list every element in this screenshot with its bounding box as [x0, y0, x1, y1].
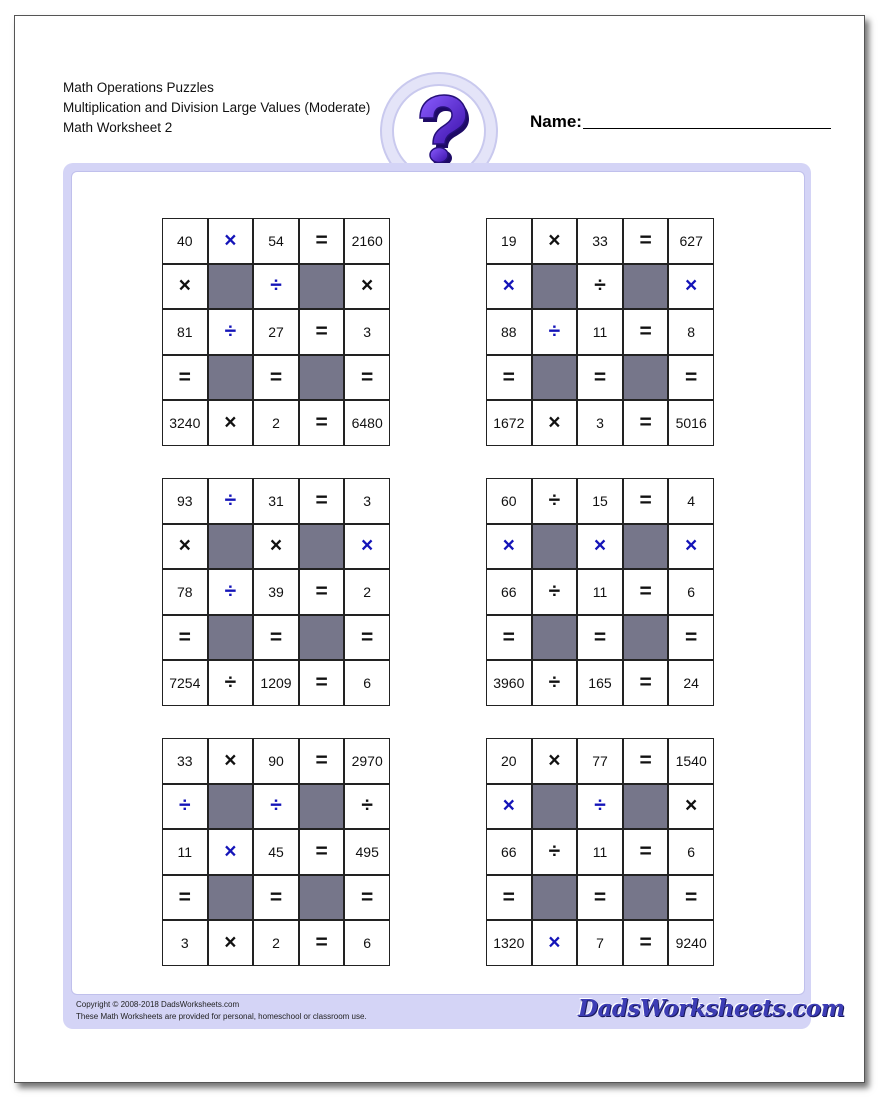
operator-cell: ÷	[344, 784, 390, 830]
operator-cell: ×	[668, 784, 714, 830]
shaded-cell	[208, 264, 254, 310]
operator-cell: ×	[486, 784, 532, 830]
operator-cell: =	[623, 309, 669, 355]
number-cell: 3	[344, 478, 390, 524]
operator-cell: =	[299, 920, 345, 966]
number-cell: 66	[486, 829, 532, 875]
shaded-cell	[299, 784, 345, 830]
operator-cell: ×	[208, 920, 254, 966]
operator-cell: ÷	[208, 569, 254, 615]
operator-cell: ×	[532, 400, 578, 446]
operator-cell: =	[299, 738, 345, 784]
number-cell: 3	[162, 920, 208, 966]
operator-cell: ÷	[253, 784, 299, 830]
operator-cell: ×	[344, 524, 390, 570]
operator-cell: ×	[162, 524, 208, 570]
operator-cell: ×	[532, 218, 578, 264]
shaded-cell	[623, 264, 669, 310]
number-cell: 2	[253, 400, 299, 446]
operator-cell: =	[344, 615, 390, 661]
worksheet-header	[63, 78, 370, 138]
usage-note: These Math Worksheets are provided for personal, homeschool or classroom use.	[76, 1012, 367, 1021]
operator-cell: ×	[668, 264, 714, 310]
operator-cell: =	[486, 875, 532, 921]
puzzle-grid-6	[486, 738, 714, 966]
number-cell: 54	[253, 218, 299, 264]
number-cell: 6	[344, 920, 390, 966]
number-cell: 31	[253, 478, 299, 524]
shaded-cell	[532, 524, 578, 570]
shaded-cell	[623, 355, 669, 401]
number-cell: 6	[344, 660, 390, 706]
shaded-cell	[208, 355, 254, 401]
shaded-cell	[208, 615, 254, 661]
site-logo: DadsWorksheets.com	[578, 995, 845, 1022]
operator-cell: ×	[208, 218, 254, 264]
number-cell: 24	[668, 660, 714, 706]
operator-cell: ×	[532, 738, 578, 784]
operator-cell: =	[623, 478, 669, 524]
number-cell: 2970	[344, 738, 390, 784]
operator-cell: ÷	[577, 264, 623, 310]
shaded-cell	[208, 875, 254, 921]
operator-cell: ×	[344, 264, 390, 310]
header-title: Math Operations Puzzles	[63, 80, 214, 95]
operator-cell: ×	[486, 524, 532, 570]
number-cell: 81	[162, 309, 208, 355]
number-cell: 6	[668, 569, 714, 615]
operator-cell: ÷	[532, 660, 578, 706]
operator-cell: =	[299, 309, 345, 355]
number-cell: 7	[577, 920, 623, 966]
number-cell: 60	[486, 478, 532, 524]
operator-cell: ×	[208, 829, 254, 875]
operator-cell: ÷	[208, 660, 254, 706]
operator-cell: =	[162, 355, 208, 401]
shaded-cell	[532, 264, 578, 310]
operator-cell: =	[253, 355, 299, 401]
operator-cell: =	[623, 569, 669, 615]
operator-cell: =	[253, 875, 299, 921]
operator-cell: ×	[253, 524, 299, 570]
operator-cell: ÷	[253, 264, 299, 310]
shaded-cell	[623, 784, 669, 830]
operator-cell: ÷	[208, 478, 254, 524]
number-cell: 78	[162, 569, 208, 615]
operator-cell: ÷	[532, 309, 578, 355]
number-cell: 3	[577, 400, 623, 446]
shaded-cell	[532, 355, 578, 401]
operator-cell: =	[486, 355, 532, 401]
puzzle-grid-4	[486, 478, 714, 706]
number-cell: 627	[668, 218, 714, 264]
header-worksheet-number: Math Worksheet 2	[63, 120, 173, 135]
operator-cell: ×	[208, 738, 254, 784]
operator-cell: ÷	[162, 784, 208, 830]
number-cell: 1672	[486, 400, 532, 446]
shaded-cell	[532, 784, 578, 830]
number-cell: 8	[668, 309, 714, 355]
shaded-cell	[299, 615, 345, 661]
operator-cell: =	[577, 875, 623, 921]
operator-cell: =	[299, 660, 345, 706]
operator-cell: ×	[486, 264, 532, 310]
operator-cell: =	[162, 615, 208, 661]
puzzle-grid-2	[486, 218, 714, 446]
number-cell: 19	[486, 218, 532, 264]
puzzle-grid-1	[162, 218, 390, 446]
operator-cell: =	[253, 615, 299, 661]
operator-cell: =	[299, 400, 345, 446]
operator-cell: =	[668, 355, 714, 401]
name-label: Name:	[530, 112, 582, 131]
number-cell: 3	[344, 309, 390, 355]
copyright-text: Copyright © 2008-2018 DadsWorksheets.com	[76, 1000, 240, 1009]
number-cell: 2160	[344, 218, 390, 264]
number-cell: 1209	[253, 660, 299, 706]
shaded-cell	[208, 784, 254, 830]
number-cell: 90	[253, 738, 299, 784]
shaded-cell	[208, 524, 254, 570]
operator-cell: ×	[668, 524, 714, 570]
number-cell: 2	[344, 569, 390, 615]
number-cell: 93	[162, 478, 208, 524]
number-cell: 6480	[344, 400, 390, 446]
operator-cell: ÷	[532, 478, 578, 524]
shaded-cell	[532, 875, 578, 921]
operator-cell: =	[299, 478, 345, 524]
operator-cell: =	[162, 875, 208, 921]
shaded-cell	[623, 875, 669, 921]
number-cell: 9240	[668, 920, 714, 966]
operator-cell: =	[623, 400, 669, 446]
operator-cell: =	[486, 615, 532, 661]
operator-cell: ÷	[577, 784, 623, 830]
operator-cell: ×	[577, 524, 623, 570]
number-cell: 3960	[486, 660, 532, 706]
name-input-line[interactable]	[583, 128, 831, 129]
operator-cell: =	[577, 615, 623, 661]
number-cell: 7254	[162, 660, 208, 706]
operator-cell: =	[668, 615, 714, 661]
number-cell: 4	[668, 478, 714, 524]
number-cell: 45	[253, 829, 299, 875]
number-cell: 88	[486, 309, 532, 355]
operator-cell: =	[299, 829, 345, 875]
operator-cell: ÷	[532, 829, 578, 875]
shaded-cell	[623, 615, 669, 661]
operator-cell: =	[623, 829, 669, 875]
operator-cell: =	[344, 875, 390, 921]
number-cell: 495	[344, 829, 390, 875]
shaded-cell	[299, 355, 345, 401]
number-cell: 15	[577, 478, 623, 524]
operator-cell: =	[668, 875, 714, 921]
operator-cell: ÷	[208, 309, 254, 355]
operator-cell: ×	[532, 920, 578, 966]
operator-cell: ×	[208, 400, 254, 446]
number-cell: 6	[668, 829, 714, 875]
operator-cell: =	[623, 218, 669, 264]
shaded-cell	[623, 524, 669, 570]
number-cell: 33	[162, 738, 208, 784]
number-cell: 40	[162, 218, 208, 264]
puzzle-grid-5	[162, 738, 390, 966]
shaded-cell	[532, 615, 578, 661]
number-cell: 1540	[668, 738, 714, 784]
number-cell: 3240	[162, 400, 208, 446]
number-cell: 11	[577, 569, 623, 615]
operator-cell: =	[299, 569, 345, 615]
number-cell: 5016	[668, 400, 714, 446]
operator-cell: ÷	[532, 569, 578, 615]
operator-cell: ×	[162, 264, 208, 310]
operator-cell: =	[344, 355, 390, 401]
number-cell: 27	[253, 309, 299, 355]
number-cell: 2	[253, 920, 299, 966]
number-cell: 11	[162, 829, 208, 875]
operator-cell: =	[623, 660, 669, 706]
number-cell: 39	[253, 569, 299, 615]
operator-cell: =	[299, 218, 345, 264]
number-cell: 11	[577, 829, 623, 875]
number-cell: 66	[486, 569, 532, 615]
number-cell: 165	[577, 660, 623, 706]
operator-cell: =	[623, 920, 669, 966]
shaded-cell	[299, 524, 345, 570]
number-cell: 11	[577, 309, 623, 355]
shaded-cell	[299, 875, 345, 921]
footer-text	[76, 999, 367, 1023]
header-subtitle: Multiplication and Division Large Values (Moderate)	[63, 100, 371, 115]
number-cell: 33	[577, 218, 623, 264]
number-cell: 20	[486, 738, 532, 784]
puzzle-grid-3	[162, 478, 390, 706]
shaded-cell	[299, 264, 345, 310]
number-cell: 77	[577, 738, 623, 784]
operator-cell: =	[577, 355, 623, 401]
operator-cell: =	[623, 738, 669, 784]
number-cell: 1320	[486, 920, 532, 966]
